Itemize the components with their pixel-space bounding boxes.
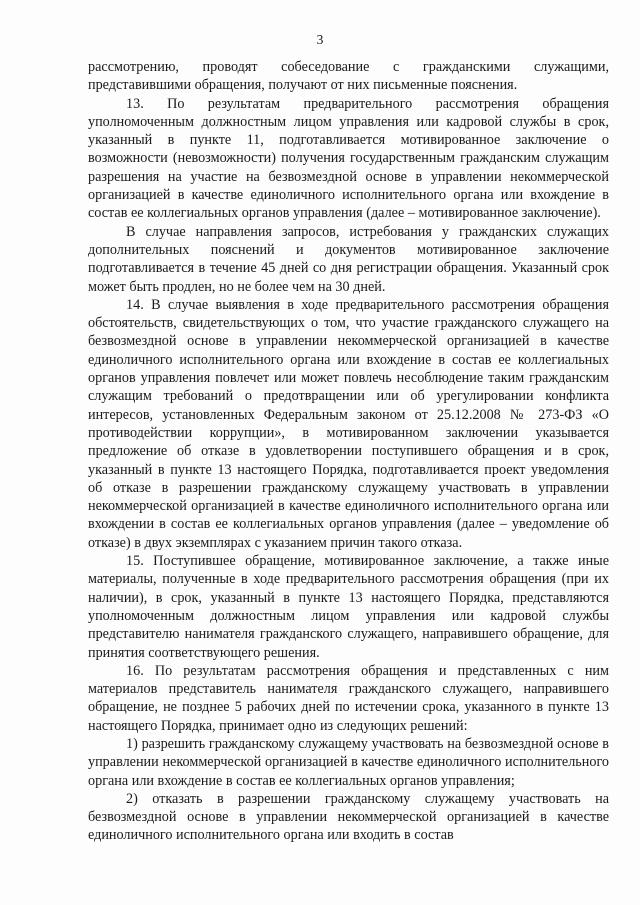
page-number: 3	[316, 32, 324, 47]
paragraph: 13. По результатам предварительного рассмотрения обращения уполномоченным должностным лицом управления или кадровой службы в срок, указанный в пункте 11, подготавливается мотивированное заключение о возможности (невозможности) получения государственным гражданским служащим разрешения на участие на безвозмездной основе в управлении некоммерческой организацией в качестве единоличного исполнительного органа или вхождение в состав ее коллегиальных органов управления (далее – мотивированное заключение).	[88, 95, 609, 222]
paragraph: 1) разрешить гражданскому служащему участвовать на безвозмездной основе в управлении некоммерческой организацией в качестве единоличного исполнительного органа или вхождение в состав ее коллегиальных органов управления;	[88, 735, 609, 789]
paragraph: рассмотрению, проводят собеседование с гражданскими служащими, представившими обращения, получают от них письменные пояснения.	[88, 59, 609, 94]
paragraph: 16. По результатам рассмотрения обращения и представленных с ним материалов представитель нанимателя гражданского служащего, направившего обращение, не позднее 5 рабочих дней по истечении срока, указанного в пункте 13 настоящего Порядка, принимает одно из следующих решений:	[88, 662, 609, 734]
paragraph: В случае направления запросов, истребования у гражданских служащих дополнительных пояснений и документов мотивированное заключение подготавливается в течение 45 дней со дня регистрации обращения. Указанный срок может быть продлен, но не более чем на 30 дней.	[88, 223, 609, 295]
document-body	[88, 58, 609, 845]
paragraph: 14. В случае выявления в ходе предварительного рассмотрения обращения обстоятельств, свидетельствующих о том, что участие гражданского служащего на безвозмездной основе в управлении некоммерческой организацией в качестве единоличного исполнительного органа или вхождение в состав ее коллегиальных органов управления повлечет или может повлечь несоблюдение таким гражданским служащим требований о предотвращении или об урегулировании конфликта интересов, установленных Федеральным законом от 25.12.2008 № 273-ФЗ «О противодействии коррупции», в мотивированном заключении указывается предложение об отказе в удовлетворении поступившего обращения и в срок, указанный в пункте 13 настоящего Порядка, подготавливается проект уведомления об отказе в разрешении гражданскому служащему участвовать в управлении некоммерческой организацией в качестве единоличного исполнительного органа или вхождении в состав ее коллегиальных органов управления (далее – уведомление об отказе) в двух экземплярах с указанием причин такого отказа.	[88, 296, 609, 551]
paragraph: 2) отказать в разрешении гражданскому служащему участвовать на безвозмездной основе в управлении некоммерческой организацией в качестве единоличного исполнительного органа или входить в состав	[88, 790, 609, 844]
paragraph: 15. Поступившее обращение, мотивированное заключение, а также иные материалы, полученные в ходе предварительного рассмотрения обращения (при их наличии), в срок, указанный в пункте 13 настоящего Порядка, представляются уполномоченным должностным лицом управления или кадровой службы представителю нанимателя гражданского служащего, направившего обращение, для принятия соответствующего решения.	[88, 553, 609, 661]
